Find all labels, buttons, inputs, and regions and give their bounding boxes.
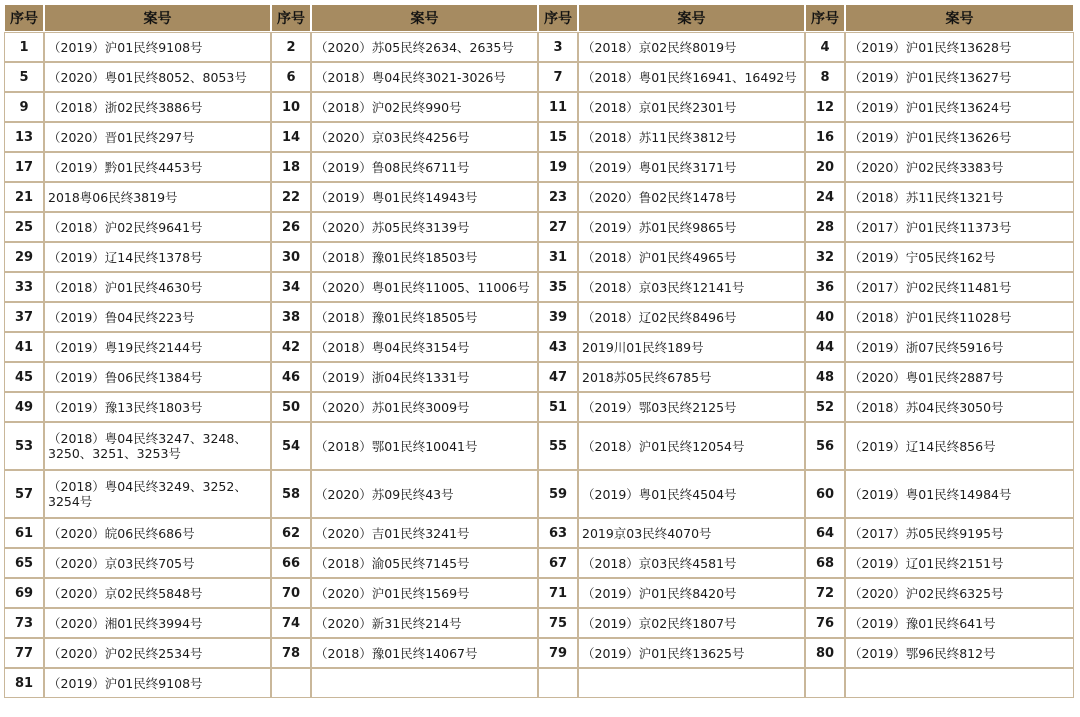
case-number-cell: （2020）皖06民终686号 bbox=[44, 518, 271, 548]
seq-cell: 3 bbox=[538, 32, 578, 62]
seq-cell: 65 bbox=[4, 548, 44, 578]
case-number-cell: （2020）苏05民终3139号 bbox=[311, 212, 538, 242]
table-row bbox=[4, 332, 1074, 362]
seq-cell: 79 bbox=[538, 638, 578, 668]
case-number-cell: （2019）沪01民终13625号 bbox=[578, 638, 805, 668]
case-number-cell: （2019）鲁08民终6711号 bbox=[311, 152, 538, 182]
case-number-cell: （2019）浙04民终1331号 bbox=[311, 362, 538, 392]
header-case: 案号 bbox=[44, 4, 271, 32]
case-number-cell: （2018）沪01民终4630号 bbox=[44, 272, 271, 302]
case-number-cell: （2018）京02民终8019号 bbox=[578, 32, 805, 62]
seq-cell: 78 bbox=[271, 638, 311, 668]
seq-cell: 13 bbox=[4, 122, 44, 152]
seq-cell: 5 bbox=[4, 62, 44, 92]
case-number-cell: （2018）浙02民终3886号 bbox=[44, 92, 271, 122]
table-row bbox=[4, 242, 1074, 272]
seq-cell: 9 bbox=[4, 92, 44, 122]
seq-cell: 24 bbox=[805, 182, 845, 212]
seq-cell: 60 bbox=[805, 470, 845, 518]
header-seq: 序号 bbox=[538, 4, 578, 32]
seq-cell: 14 bbox=[271, 122, 311, 152]
case-number-cell: （2019）辽14民终856号 bbox=[845, 422, 1074, 470]
case-number-cell: （2018）苏04民终3050号 bbox=[845, 392, 1074, 422]
seq-cell: 67 bbox=[538, 548, 578, 578]
seq-cell: 53 bbox=[4, 422, 44, 470]
table-row bbox=[4, 578, 1074, 608]
case-number-cell: 2018苏05民终6785号 bbox=[578, 362, 805, 392]
header-seq: 序号 bbox=[805, 4, 845, 32]
case-number-cell: （2019）粤01民终14943号 bbox=[311, 182, 538, 212]
case-number-cell: （2018）粤04民终3154号 bbox=[311, 332, 538, 362]
seq-cell: 7 bbox=[538, 62, 578, 92]
table-row bbox=[4, 212, 1074, 242]
seq-cell: 26 bbox=[271, 212, 311, 242]
case-number-cell: （2019）沪01民终9108号 bbox=[44, 668, 271, 698]
case-number-cell: （2019）沪01民终13624号 bbox=[845, 92, 1074, 122]
case-number-cell: （2019）鄂03民终2125号 bbox=[578, 392, 805, 422]
seq-cell: 57 bbox=[4, 470, 44, 518]
case-number-cell: （2019）黔01民终4453号 bbox=[44, 152, 271, 182]
case-number-cell: （2019）沪01民终9108号 bbox=[44, 32, 271, 62]
seq-cell: 16 bbox=[805, 122, 845, 152]
case-number-cell: （2017）沪02民终11481号 bbox=[845, 272, 1074, 302]
case-number-cell: （2019）沪01民终13627号 bbox=[845, 62, 1074, 92]
header-case: 案号 bbox=[845, 4, 1074, 32]
header-case: 案号 bbox=[311, 4, 538, 32]
seq-cell: 51 bbox=[538, 392, 578, 422]
case-number-cell: （2018）沪01民终4965号 bbox=[578, 242, 805, 272]
seq-cell: 20 bbox=[805, 152, 845, 182]
seq-cell: 29 bbox=[4, 242, 44, 272]
seq-cell: 68 bbox=[805, 548, 845, 578]
table-row bbox=[4, 302, 1074, 332]
table-row bbox=[4, 608, 1074, 638]
seq-cell: 40 bbox=[805, 302, 845, 332]
seq-cell: 12 bbox=[805, 92, 845, 122]
seq-cell: 72 bbox=[805, 578, 845, 608]
seq-cell: 52 bbox=[805, 392, 845, 422]
seq-cell: 8 bbox=[805, 62, 845, 92]
case-number-cell: （2020）苏05民终2634、2635号 bbox=[311, 32, 538, 62]
case-number-cell: （2020）沪01民终1569号 bbox=[311, 578, 538, 608]
case-number-cell: （2020）湘01民终3994号 bbox=[44, 608, 271, 638]
seq-cell: 81 bbox=[4, 668, 44, 698]
seq-cell: 28 bbox=[805, 212, 845, 242]
seq-cell: 34 bbox=[271, 272, 311, 302]
case-number-cell: （2020）新31民终214号 bbox=[311, 608, 538, 638]
seq-cell: 50 bbox=[271, 392, 311, 422]
seq-cell: 58 bbox=[271, 470, 311, 518]
table-header-row bbox=[4, 4, 1074, 32]
header-seq: 序号 bbox=[4, 4, 44, 32]
case-number-cell: （2020）京03民终705号 bbox=[44, 548, 271, 578]
seq-cell: 47 bbox=[538, 362, 578, 392]
case-number-cell: （2020）粤01民终2887号 bbox=[845, 362, 1074, 392]
case-number-cell: （2019）粤19民终2144号 bbox=[44, 332, 271, 362]
table-row bbox=[4, 122, 1074, 152]
header-case: 案号 bbox=[578, 4, 805, 32]
case-number-cell: （2018）沪02民终990号 bbox=[311, 92, 538, 122]
seq-cell: 1 bbox=[4, 32, 44, 62]
seq-cell: 39 bbox=[538, 302, 578, 332]
seq-cell: 69 bbox=[4, 578, 44, 608]
case-number-cell: （2020）苏09民终43号 bbox=[311, 470, 538, 518]
seq-cell: 61 bbox=[4, 518, 44, 548]
table-row bbox=[4, 182, 1074, 212]
table-body bbox=[4, 32, 1074, 698]
case-number-table bbox=[4, 4, 1074, 698]
case-number-cell: （2018）沪01民终12054号 bbox=[578, 422, 805, 470]
seq-cell: 19 bbox=[538, 152, 578, 182]
seq-cell: 55 bbox=[538, 422, 578, 470]
seq-cell: 15 bbox=[538, 122, 578, 152]
case-number-cell: （2018）粤04民终3247、3248、3250、3251、3253号 bbox=[44, 422, 271, 470]
table-row bbox=[4, 152, 1074, 182]
case-number-cell bbox=[311, 668, 538, 698]
seq-cell bbox=[271, 668, 311, 698]
case-number-cell: （2018）鄂01民终10041号 bbox=[311, 422, 538, 470]
case-number-cell: （2018）京03民终12141号 bbox=[578, 272, 805, 302]
case-number-cell: （2019）粤01民终14984号 bbox=[845, 470, 1074, 518]
seq-cell: 44 bbox=[805, 332, 845, 362]
case-number-cell: （2017）苏05民终9195号 bbox=[845, 518, 1074, 548]
table-row bbox=[4, 92, 1074, 122]
seq-cell: 6 bbox=[271, 62, 311, 92]
seq-cell: 21 bbox=[4, 182, 44, 212]
case-number-cell: （2018）豫01民终18503号 bbox=[311, 242, 538, 272]
seq-cell: 33 bbox=[4, 272, 44, 302]
seq-cell: 37 bbox=[4, 302, 44, 332]
seq-cell: 38 bbox=[271, 302, 311, 332]
case-number-cell bbox=[578, 668, 805, 698]
case-number-cell: （2020）京03民终4256号 bbox=[311, 122, 538, 152]
case-number-cell: （2020）京02民终5848号 bbox=[44, 578, 271, 608]
seq-cell: 54 bbox=[271, 422, 311, 470]
case-number-cell: （2020）吉01民终3241号 bbox=[311, 518, 538, 548]
seq-cell: 22 bbox=[271, 182, 311, 212]
case-number-cell: （2019）豫01民终641号 bbox=[845, 608, 1074, 638]
case-number-cell: （2019）沪01民终13626号 bbox=[845, 122, 1074, 152]
seq-cell: 10 bbox=[271, 92, 311, 122]
seq-cell: 27 bbox=[538, 212, 578, 242]
table-row bbox=[4, 272, 1074, 302]
case-number-cell: （2020）粤01民终8052、8053号 bbox=[44, 62, 271, 92]
case-number-cell: （2020）沪02民终2534号 bbox=[44, 638, 271, 668]
seq-cell: 56 bbox=[805, 422, 845, 470]
seq-cell: 63 bbox=[538, 518, 578, 548]
table-row bbox=[4, 362, 1074, 392]
case-number-cell: （2018）粤04民终3021-3026号 bbox=[311, 62, 538, 92]
seq-cell: 35 bbox=[538, 272, 578, 302]
table-row bbox=[4, 392, 1074, 422]
seq-cell: 46 bbox=[271, 362, 311, 392]
case-number-cell: （2019）鲁04民终223号 bbox=[44, 302, 271, 332]
case-number-cell: （2020）沪02民终3383号 bbox=[845, 152, 1074, 182]
case-number-cell: （2019）豫13民终1803号 bbox=[44, 392, 271, 422]
seq-cell: 43 bbox=[538, 332, 578, 362]
case-number-cell: （2019）浙07民终5916号 bbox=[845, 332, 1074, 362]
seq-cell: 18 bbox=[271, 152, 311, 182]
case-number-cell: （2019）苏01民终9865号 bbox=[578, 212, 805, 242]
seq-cell: 71 bbox=[538, 578, 578, 608]
case-number-cell: （2017）沪01民终11373号 bbox=[845, 212, 1074, 242]
seq-cell: 11 bbox=[538, 92, 578, 122]
seq-cell: 74 bbox=[271, 608, 311, 638]
case-number-cell: 2019川01民终189号 bbox=[578, 332, 805, 362]
table-row bbox=[4, 548, 1074, 578]
case-number-cell: （2018）粤04民终3249、3252、3254号 bbox=[44, 470, 271, 518]
seq-cell: 80 bbox=[805, 638, 845, 668]
case-number-cell: （2019）沪01民终13628号 bbox=[845, 32, 1074, 62]
seq-cell: 25 bbox=[4, 212, 44, 242]
case-number-cell: （2018）辽02民终8496号 bbox=[578, 302, 805, 332]
seq-cell: 4 bbox=[805, 32, 845, 62]
seq-cell: 70 bbox=[271, 578, 311, 608]
seq-cell: 30 bbox=[271, 242, 311, 272]
table-row bbox=[4, 422, 1074, 470]
table-row bbox=[4, 62, 1074, 92]
seq-cell: 77 bbox=[4, 638, 44, 668]
case-number-cell: （2019）辽14民终1378号 bbox=[44, 242, 271, 272]
seq-cell: 66 bbox=[271, 548, 311, 578]
seq-cell: 45 bbox=[4, 362, 44, 392]
case-number-cell: （2019）京02民终1807号 bbox=[578, 608, 805, 638]
case-number-cell: （2020）苏01民终3009号 bbox=[311, 392, 538, 422]
case-number-cell: （2018）沪02民终9641号 bbox=[44, 212, 271, 242]
case-number-cell: （2018）粤01民终16941、16492号 bbox=[578, 62, 805, 92]
seq-cell: 41 bbox=[4, 332, 44, 362]
seq-cell: 75 bbox=[538, 608, 578, 638]
case-number-cell: （2020）沪02民终6325号 bbox=[845, 578, 1074, 608]
case-number-cell: （2018）苏11民终1321号 bbox=[845, 182, 1074, 212]
table-row bbox=[4, 518, 1074, 548]
case-number-cell: （2018）豫01民终14067号 bbox=[311, 638, 538, 668]
seq-cell: 49 bbox=[4, 392, 44, 422]
case-number-cell: （2018）渝05民终7145号 bbox=[311, 548, 538, 578]
table-row bbox=[4, 638, 1074, 668]
case-number-cell: （2018）京03民终4581号 bbox=[578, 548, 805, 578]
seq-cell: 64 bbox=[805, 518, 845, 548]
case-number-cell: （2020）鲁02民终1478号 bbox=[578, 182, 805, 212]
case-number-cell: （2018）沪01民终11028号 bbox=[845, 302, 1074, 332]
seq-cell: 23 bbox=[538, 182, 578, 212]
seq-cell: 32 bbox=[805, 242, 845, 272]
seq-cell: 62 bbox=[271, 518, 311, 548]
case-number-cell: （2019）鄂96民终812号 bbox=[845, 638, 1074, 668]
table-row bbox=[4, 32, 1074, 62]
seq-cell: 36 bbox=[805, 272, 845, 302]
case-number-cell: （2019）沪01民终8420号 bbox=[578, 578, 805, 608]
seq-cell bbox=[538, 668, 578, 698]
seq-cell: 2 bbox=[271, 32, 311, 62]
table-row bbox=[4, 470, 1074, 518]
case-number-cell: （2018）京01民终2301号 bbox=[578, 92, 805, 122]
seq-cell bbox=[805, 668, 845, 698]
case-number-cell: （2019）粤01民终3171号 bbox=[578, 152, 805, 182]
seq-cell: 73 bbox=[4, 608, 44, 638]
case-number-cell: （2019）宁05民终162号 bbox=[845, 242, 1074, 272]
table-row bbox=[4, 668, 1074, 698]
case-number-cell: （2020）晋01民终297号 bbox=[44, 122, 271, 152]
seq-cell: 31 bbox=[538, 242, 578, 272]
case-number-cell: （2018）豫01民终18505号 bbox=[311, 302, 538, 332]
case-number-cell: 2019京03民终4070号 bbox=[578, 518, 805, 548]
case-number-cell: 2018粤06民终3819号 bbox=[44, 182, 271, 212]
seq-cell: 17 bbox=[4, 152, 44, 182]
seq-cell: 48 bbox=[805, 362, 845, 392]
case-number-cell: （2019）粤01民终4504号 bbox=[578, 470, 805, 518]
seq-cell: 76 bbox=[805, 608, 845, 638]
case-number-cell: （2018）苏11民终3812号 bbox=[578, 122, 805, 152]
case-number-cell: （2020）粤01民终11005、11006号 bbox=[311, 272, 538, 302]
case-number-cell: （2019）辽01民终2151号 bbox=[845, 548, 1074, 578]
seq-cell: 59 bbox=[538, 470, 578, 518]
seq-cell: 42 bbox=[271, 332, 311, 362]
case-number-cell bbox=[845, 668, 1074, 698]
header-seq: 序号 bbox=[271, 4, 311, 32]
case-number-cell: （2019）鲁06民终1384号 bbox=[44, 362, 271, 392]
